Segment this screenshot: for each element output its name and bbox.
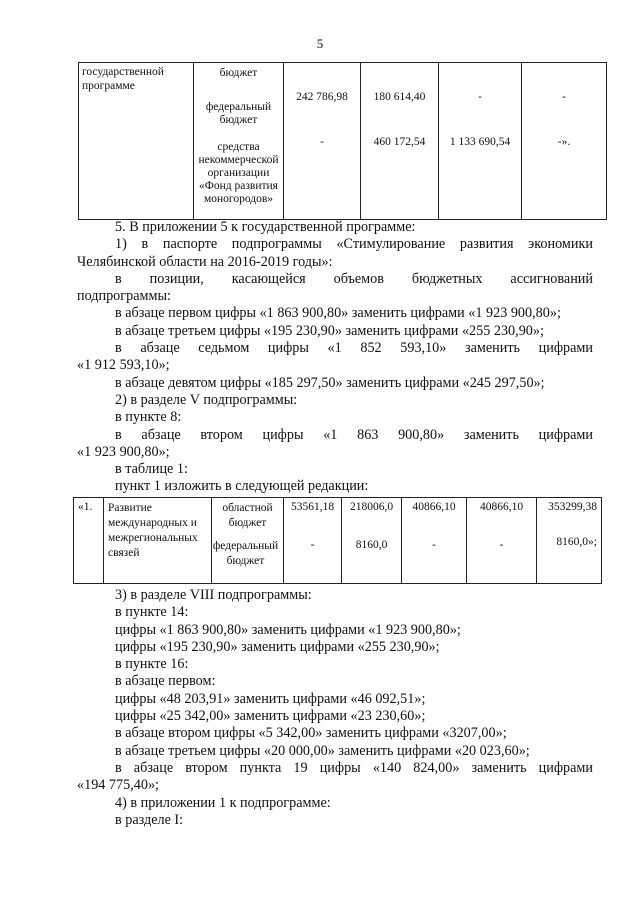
value-cell: -: [320, 136, 324, 148]
paragraph: 5. В приложении 5 к государственной программе:: [115, 219, 416, 235]
measure-name: Развитие международных и межрегиональных связей: [104, 498, 212, 584]
value-column: [522, 63, 607, 220]
amendment-text-continued: [77, 587, 593, 829]
paragraph: в абзаце втором пункта 19 цифры «140 824,00» заменить цифрами: [115, 759, 593, 776]
paragraph: в абзаце первом:: [115, 673, 216, 690]
paragraph: в абзаце девятом цифры «185 297,50» заменить цифрами «245 297,50»;: [115, 374, 545, 391]
value-cell: -: [478, 91, 482, 103]
paragraph: в абзаце третьем цифры «20 000,00» заменить цифрами «20 023,60»;: [115, 742, 530, 759]
source-cell: федеральный бюджет: [205, 101, 272, 126]
value-cell: 8160,0»;: [556, 536, 597, 548]
paragraph: в пункте 8:: [115, 409, 182, 426]
paragraph: 4) в приложении 1 к подпрограмме:: [115, 794, 331, 811]
value-column: [284, 498, 342, 584]
value-cell: -: [310, 539, 315, 551]
funding-table-continued: [78, 62, 607, 220]
paragraph: в пункте 14:: [115, 604, 189, 621]
value-cell: -: [499, 539, 504, 551]
value-cell: 53561,18: [290, 501, 335, 513]
page-number: 5: [316, 36, 324, 51]
row-number: «1.: [74, 498, 104, 584]
value-column: [439, 63, 522, 220]
value-column: [402, 498, 467, 584]
source-cell: средства некоммерческой организации «Фонд развития моногородов»: [198, 141, 279, 205]
subprogram-table-row: [73, 497, 602, 584]
value-cell: 1 133 690,54: [449, 136, 511, 148]
value-cell: 8160,0: [355, 539, 388, 551]
value-cell: -: [562, 91, 566, 103]
paragraph: в абзаце первом цифры «1 863 900,80» заменить цифрами «1 923 900,80»;: [115, 305, 561, 322]
paragraph: в позиции, касающейся объемов бюджетных ассигнований: [115, 270, 593, 287]
value-cell: 40866,10: [479, 501, 524, 513]
value-column: [361, 63, 439, 220]
paragraph: в абзаце втором цифры «1 863 900,80» заменить цифрами: [115, 426, 593, 443]
paragraph: цифры «1 863 900,80» заменить цифрами «1 923 900,80»;: [115, 621, 461, 638]
source-cell: бюджет: [219, 67, 258, 79]
paragraph: в абзаце третьем цифры «195 230,90» заменить цифрами «255 230,90»;: [115, 322, 544, 339]
paragraph: 3) в разделе VIII подпрограммы:: [115, 587, 312, 603]
value-cell: -».: [557, 136, 571, 148]
paragraph: 1) в паспорте подпрограммы «Стимулирование развития экономики: [115, 236, 593, 253]
source-column: [194, 63, 284, 220]
value-cell: 218006,0: [349, 501, 394, 513]
value-cell: 180 614,40: [373, 91, 426, 103]
amendment-text: [77, 219, 593, 496]
value-column: [467, 498, 537, 584]
source-cell: областной бюджет: [222, 502, 273, 529]
paragraph: 2) в разделе V подпрограммы:: [115, 391, 298, 408]
paragraph: цифры «25 342,00» заменить цифрами «23 230,60»;: [115, 708, 426, 725]
paragraph: «1 923 900,80»;: [77, 443, 170, 460]
paragraph: пункт 1 изложить в следующей редакции:: [115, 478, 369, 495]
paragraph: «1 912 593,10»;: [77, 357, 170, 374]
paragraph: подпрограммы:: [77, 288, 171, 305]
value-cell: 40866,10: [412, 501, 456, 513]
paragraph: Челябинской области на 2016-2019 годы»:: [77, 253, 333, 270]
value-cell: 242 786,98: [296, 91, 348, 103]
value-cell: 353299,38: [548, 501, 597, 513]
value-column: [342, 498, 402, 584]
value-column: [537, 498, 602, 584]
value-cell: -: [432, 539, 436, 551]
program-cell: государственной программе: [79, 63, 194, 220]
paragraph: в разделе I:: [115, 811, 184, 828]
value-cell: 460 172,54: [373, 136, 426, 148]
paragraph: цифры «48 203,91» заменить цифрами «46 092,51»;: [115, 690, 426, 707]
paragraph: цифры «195 230,90» заменить цифрами «255 230,90»;: [115, 638, 440, 655]
paragraph: в пункте 16:: [115, 656, 189, 673]
paragraph: в абзаце втором цифры «5 342,00» заменить цифрами «3207,00»;: [115, 725, 507, 742]
paragraph: в абзаце седьмом цифры «1 852 593,10» заменить цифрами: [115, 340, 593, 357]
value-column: [284, 63, 361, 220]
paragraph: в таблице 1:: [115, 461, 188, 478]
paragraph: «194 775,40»;: [77, 777, 159, 794]
source-cell: федеральный бюджет: [212, 540, 279, 567]
source-column: [212, 498, 284, 584]
